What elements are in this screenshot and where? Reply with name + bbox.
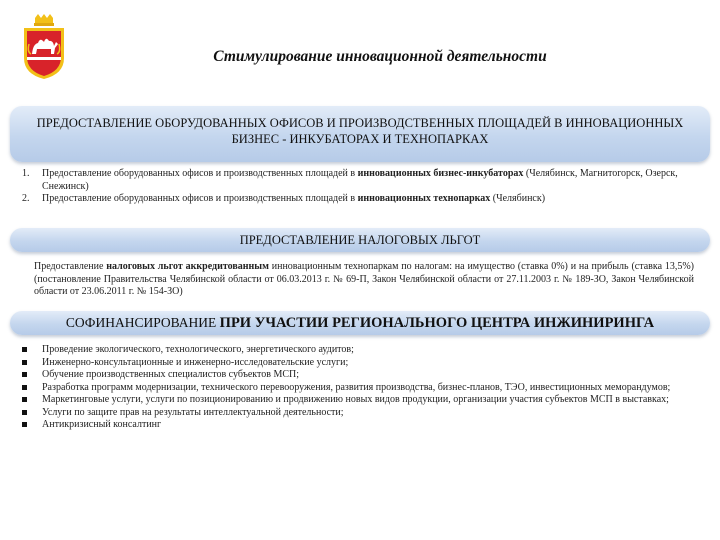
heading-big: ПРИ УЧАСТИИ РЕГИОНАЛЬНОГО ЦЕНТРА ИНЖИНИРИНГА: [219, 315, 655, 331]
paragraph-text: инновационным технопаркам по налогам: на имущество (ставка 0%) и на прибыль (ставка 13,5%) (постановление Правительства Челябинской области от 06.03.2013 г. № 69-П, Закон Челябинской области от 27.11.2003 г. № 189-ЗО, Закон Челябинской области от 23.06.2011 г. № 154-ЗО): [34, 261, 695, 297]
list-item-text: Антикризисный консалтинг: [42, 419, 162, 430]
page-title: Стимулирование инновационной деятельности: [213, 48, 547, 65]
list-number: 1.: [22, 168, 30, 179]
list-number: 2.: [22, 193, 30, 204]
bullet-icon: [22, 385, 27, 390]
list-item-text: (Челябинск, Магнитогорск, Озерск, Снежинск): [42, 168, 678, 192]
bullet-icon: [22, 422, 27, 427]
list-item: [22, 369, 702, 382]
list-item-text: (Челябинск): [492, 193, 546, 204]
list-item-text: Предоставление оборудованных офисов и производственных площадей в: [42, 168, 356, 179]
list-item: [22, 407, 702, 420]
list-item-text: Обучение производственных специалистов субъектов МСП;: [42, 369, 300, 380]
bullet-icon: [22, 360, 27, 365]
list-item-text: Проведение экологического, технологического, энергетического аудитов;: [42, 344, 354, 355]
list-item: [22, 382, 702, 395]
section-tax-heading: ПРЕДОСТАВЛЕНИЕ НАЛОГОВЫХ ЛЬГОТ: [10, 228, 710, 252]
bullet-icon: [22, 410, 27, 415]
paragraph-bold: налоговых льгот аккредитованным: [106, 261, 269, 272]
tax-benefits-paragraph: [34, 261, 694, 299]
paragraph-text: Предоставление: [34, 261, 104, 272]
heading-small: СОФИНАНСИРОВАНИЕ: [65, 315, 217, 330]
cofinancing-list: [22, 344, 702, 432]
bullet-icon: [22, 372, 27, 377]
list-item-bold: инновационных бизнес-инкубаторах: [357, 168, 524, 179]
section-cofinancing-heading: [10, 311, 710, 335]
list-item: [22, 193, 702, 206]
list-item: [22, 344, 702, 357]
list-item-text: Разработка программ модернизации, технического перевооружения, развития производства, бизнес-планов, ТЭО, инвестиционных меморандумов;: [42, 381, 671, 393]
bullet-icon: [22, 347, 27, 352]
bullet-icon: [22, 397, 27, 402]
offices-list: [22, 168, 702, 206]
list-item: [22, 394, 702, 407]
list-item: [22, 419, 702, 432]
list-item-text: Услуги по защите прав на результаты интеллектуальной деятельности;: [42, 406, 344, 418]
list-item-bold: инновационных технопарках: [357, 193, 491, 204]
list-item-text: Инженерно-консультационные и инженерно-исследовательские услуги;: [42, 356, 349, 368]
list-item: [22, 357, 702, 370]
section-offices-heading: ПРЕДОСТАВЛЕНИЕ ОБОРУДОВАННЫХ ОФИСОВ И ПРОИЗВОДСТВЕННЫХ ПЛОЩАДЕЙ В ИННОВАЦИОННЫХ БИЗНЕС - ИНКУБАТОРАХ И ТЕХНОПАРКАХ: [10, 106, 710, 162]
list-item-text: Предоставление оборудованных офисов и производственных площадей в: [42, 193, 356, 204]
chelyabinsk-coat-of-arms-icon: [22, 14, 66, 80]
list-item-text: Маркетинговые услуги, услуги по позиционированию и продвижению новых видов продукции, организации участия субъектов МСП в выставках;: [42, 394, 669, 405]
list-item: [22, 168, 702, 193]
